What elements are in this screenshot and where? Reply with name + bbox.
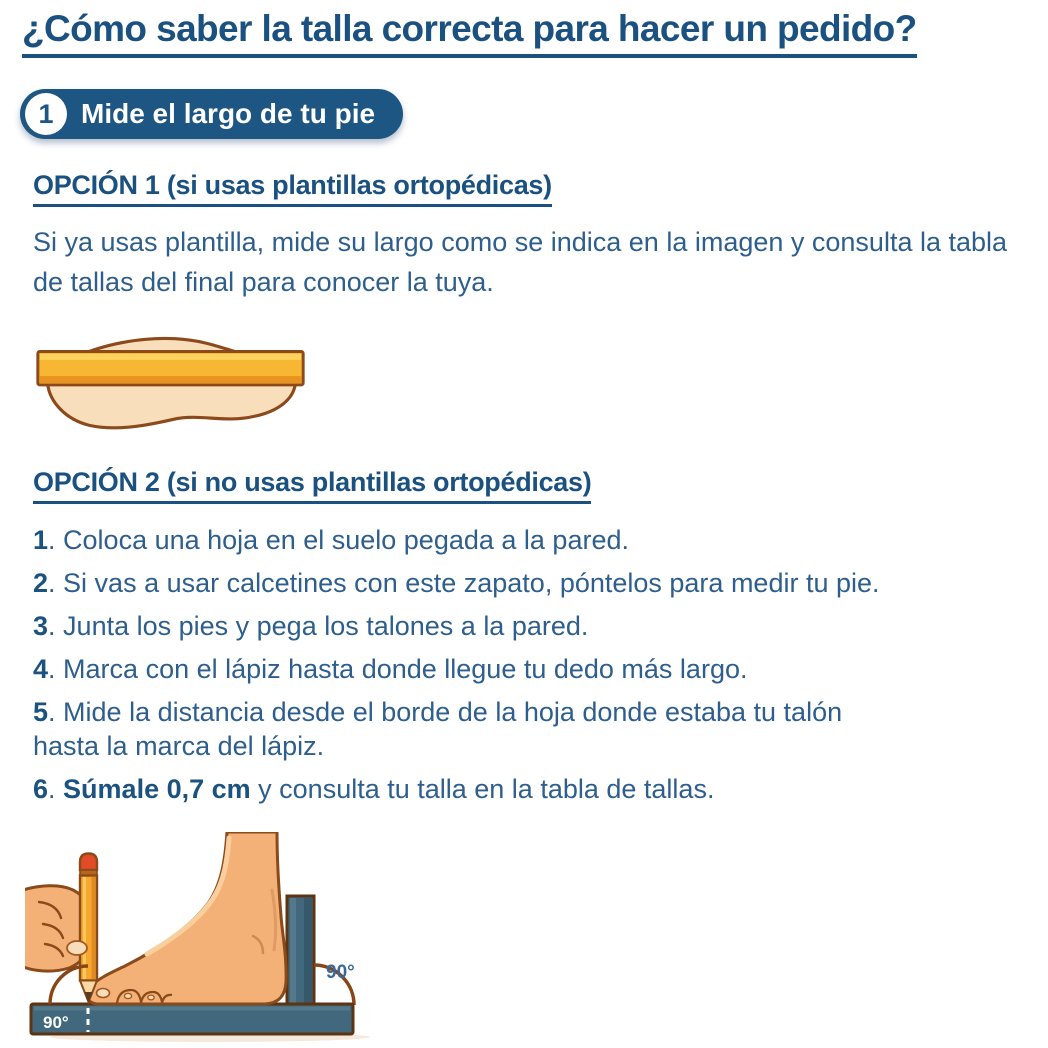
measure-steps-list [33, 523, 1030, 806]
wall-board [287, 896, 314, 1010]
big-toe-nail [97, 989, 110, 998]
step-number: 5 [33, 697, 49, 727]
step-separator: . [48, 774, 64, 804]
step-text: Si vas a usar calcetines con este zapato, póntelos para medir tu pie. [63, 568, 880, 598]
measure-step-4 [33, 652, 1030, 686]
option-2-section [22, 441, 1030, 1042]
pencil [80, 854, 97, 1004]
measure-step-5 [33, 695, 1030, 763]
step-separator: . [48, 697, 64, 727]
measure-step-1 [33, 523, 1030, 557]
thumb-nail [67, 941, 87, 955]
option-1-heading: OPCIÓN 1 (si usas plantillas ortopédicas) [33, 170, 552, 207]
measure-step-2 [33, 566, 1030, 600]
step-separator: . [48, 611, 64, 641]
step-text: y consulta tu talla en la tabla de tallas. [250, 774, 715, 804]
option-1-body: Si ya usas plantilla, mide su largo como se indica en la imagen y consulta la tabla de tallas del final para conocer la tuya. [33, 227, 1008, 297]
option-2-heading: OPCIÓN 2 (si no usas plantillas ortopédicas) [33, 467, 591, 504]
step-1-row [22, 58, 1030, 139]
ruler [38, 349, 303, 385]
foot [88, 832, 287, 1004]
page-title: ¿Cómo saber la talla correcta para hacer un pedido? [22, 8, 917, 58]
step-1-badge [20, 89, 403, 139]
floor-board [31, 1004, 353, 1034]
foot-measure-illustration [25, 832, 1030, 1042]
insole-ruler-illustration [28, 321, 1030, 441]
foot-measure-svg [25, 832, 387, 1042]
option-1-section [22, 139, 1030, 441]
step-separator: . [48, 525, 64, 555]
step-separator: . [48, 654, 64, 684]
step-text-line2: hasta la marca del lápiz. [33, 731, 325, 761]
wall-angle-label: 90° [326, 962, 355, 983]
insole-ruler-svg [28, 321, 313, 441]
step-text: Mide la distancia desde el borde de la hoja donde estaba tu talón [63, 697, 843, 727]
step-number-circle: 1 [25, 93, 67, 135]
step-number: 2 [33, 568, 49, 598]
step-bold-text: Súmale 0,7 cm [63, 774, 251, 804]
step-text: Junta los pies y pega los talones a la pared. [63, 611, 589, 641]
step-number: 1 [33, 525, 49, 555]
step-number: 6 [33, 774, 49, 804]
step-1-label: Mide el largo de tu pie [81, 98, 376, 129]
step-separator: . [48, 568, 64, 598]
step-text: Coloca una hoja en el suelo pegada a la pared. [63, 525, 629, 555]
step-number: 4 [33, 654, 49, 684]
measure-step-6 [33, 772, 1030, 806]
floor-angle-label: 90° [43, 1013, 69, 1032]
step-text: Marca con el lápiz hasta donde llegue tu dedo más largo. [63, 654, 748, 684]
measure-step-3 [33, 609, 1030, 643]
step-number: 3 [33, 611, 49, 641]
